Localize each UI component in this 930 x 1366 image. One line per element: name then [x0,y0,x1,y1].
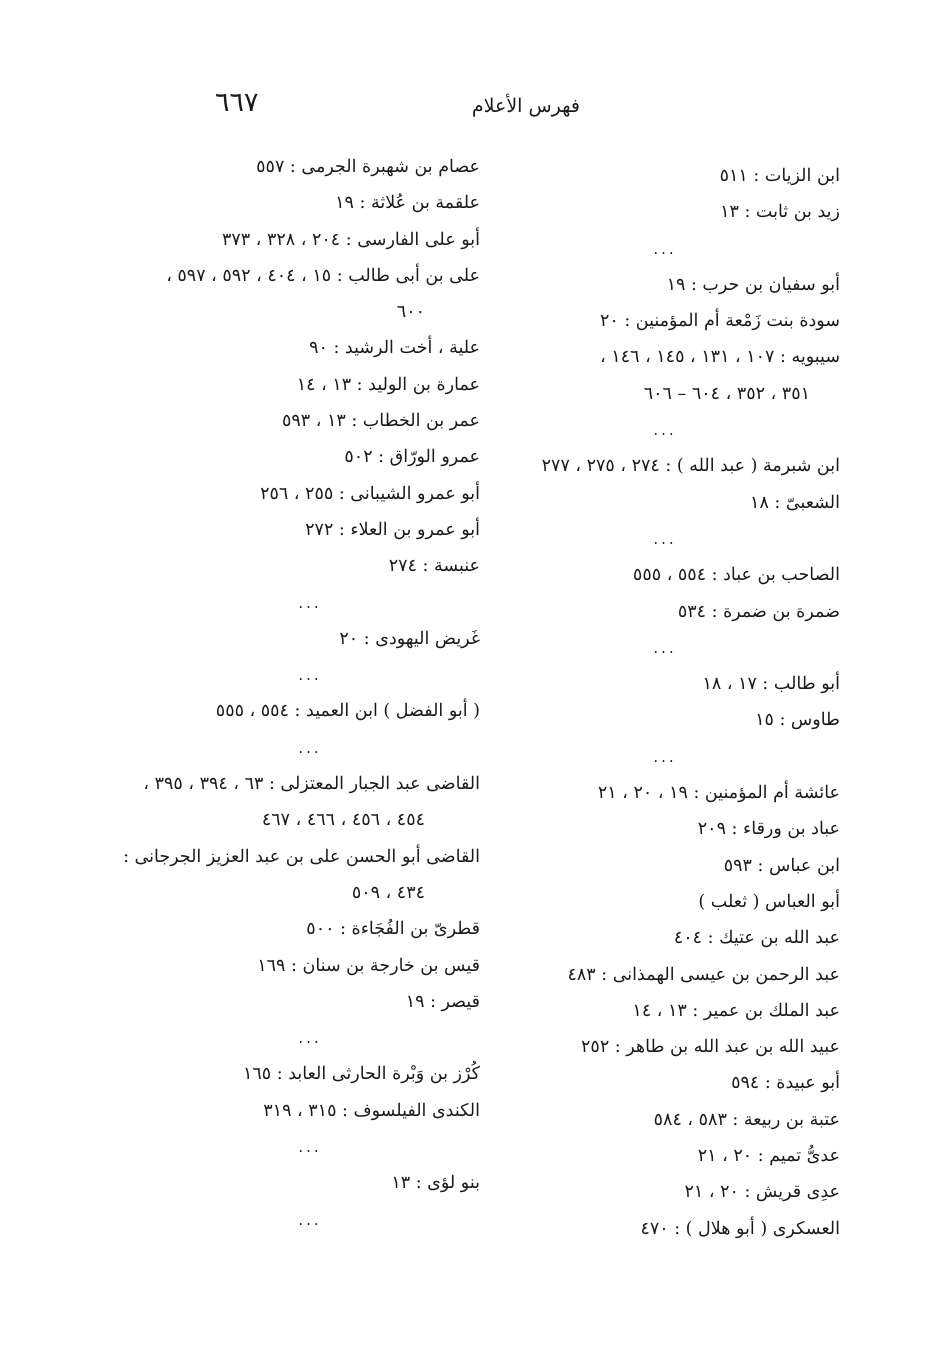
index-entry: أبو سفيان بن حرب : ١٩ [666,274,840,295]
index-entry: أبو العباس ( ثعلب ) [698,891,840,912]
index-entry: ابن عباس : ٥٩٣ [723,855,840,876]
section-separator: ... [298,666,322,685]
index-entry-continuation: ٦٠٠ [396,302,425,323]
index-entry: الشعبىّ : ١٨ [750,492,840,513]
section-separator: ... [653,529,677,548]
index-entry: ( أبو الفضل ) ابن العميد : ٥٥٤ ، ٥٥٥ [215,701,480,722]
index-entry: قطرىّ بن الفُجَاءة : ٥٠٠ [306,919,480,940]
section-separator: ... [653,747,677,766]
index-entry: علقمة بن عُلاثة : ١٩ [335,193,480,214]
left-column [123,149,480,1238]
index-entry: الصاحب بن عباد : ٥٥٤ ، ٥٥٥ [632,565,840,586]
index-entry-continuation: ٤٥٤ ، ٤٥٦ ، ٤٦٦ ، ٤٦٧ [261,810,425,831]
section-separator: ... [298,738,322,757]
section-separator: ... [298,1138,322,1157]
index-entry: سيبويه : ١٠٧ ، ١٣١ ، ١٤٥ ، ١٤٦ ، [600,347,840,368]
right-column [520,158,840,1247]
index-entry: قيس بن خارجة بن سنان : ١٦٩ [257,955,480,976]
index-entry: عصام بن شهبرة الجرمى : ٥٥٧ [256,157,480,177]
index-entry: الكندى الفيلسوف : ٣١٥ ، ٣١٩ [263,1100,480,1121]
index-entry: عدىُّ تميم : ٢٠ ، ٢١ [697,1146,840,1167]
index-entry: عدِى قريش : ٢٠ ، ٢١ [684,1182,840,1203]
index-entry: العسكرى ( أبو هلال ) : ٤٧٠ [640,1218,840,1239]
index-entry: عبد الملك بن عمير : ١٣ ، ١٤ [632,1000,840,1021]
index-entry: عبيد الله بن عبد الله بن طاهر : ٢٥٢ [581,1037,840,1058]
index-entry: أبو عبيدة : ٥٩٤ [731,1073,840,1094]
index-entry: القاضى عبد الجبار المعتزلى : ٦٣ ، ٣٩٤ ، ٣٩٥ ، [143,774,480,795]
index-entry: عباد بن ورقاء : ٢٠٩ [697,819,840,840]
index-entry: سودة بنت زَمْعة أم المؤمنين : ٢٠ [599,311,840,332]
index-entry: عبد الرحمن بن عيسى الهمذانى : ٤٨٣ [567,964,840,985]
index-entry-continuation: ٣٥١ ، ٣٥٢ ، ٦٠٤ – ٦٠٦ [643,383,810,404]
index-entry: ابن شبرمة ( عبد الله ) : ٢٧٤ ، ٢٧٥ ، ٢٧٧ [541,456,840,477]
index-entry: عمر بن الخطاب : ١٣ ، ٥٩٣ [281,411,480,432]
page-number: ٦٦٧ [215,87,259,118]
section-separator: ... [653,638,677,657]
index-entry: طاوس : ١٥ [755,710,840,731]
index-entry: ضمرة بن ضمرة : ٥٣٤ [677,601,840,622]
index-entry: عبد الله بن عتيك : ٤٠٤ [673,928,840,949]
index-entry: القاضى أبو الحسن على بن عبد العزيز الجرجانى : [123,846,480,867]
index-entry: عنبسة : ٢٧٤ [388,556,480,577]
index-entry: على بن أبى طالب : ١٥ ، ٤٠٤ ، ٥٩٢ ، ٥٩٧ ، [166,265,480,286]
index-entry: زيد بن ثابت : ١٣ [720,202,840,223]
index-entry: أبو على الفارسى : ٢٠٤ ، ٣٢٨ ، ٣٧٣ [222,229,480,250]
section-separator: ... [298,1210,322,1229]
index-entry: أبو عمرو بن العلاء : ٢٧٢ [305,519,480,540]
index-entry: أبو عمرو الشيبانى : ٢٥٥ ، ٢٥٦ [260,483,480,504]
index-entry: عتبة بن ربيعة : ٥٨٣ ، ٥٨٤ [653,1109,840,1130]
index-entry: كُرْز بن وَبْرة الحارثى العابد : ١٦٥ [242,1064,480,1085]
section-separator: ... [653,239,677,258]
index-entry: عمرو الورّاق : ٥٠٢ [344,447,480,468]
section-separator: ... [298,593,322,612]
index-entry: عائشة أم المؤمنين : ١٩ ، ٢٠ ، ٢١ [597,783,840,804]
index-entry: علية ، أخت الرشيد : ٩٠ [309,338,480,359]
index-entry-continuation: ٤٣٤ ، ٥٠٩ [351,882,425,903]
section-separator: ... [298,1029,322,1048]
index-entry: ابن الزيات : ٥١١ [719,166,840,186]
index-entry: قيصر : ١٩ [405,991,480,1012]
index-entry: بنو لؤى : ١٣ [391,1173,480,1194]
section-separator: ... [653,421,677,440]
index-entry: غَريض اليهودى : ٢٠ [339,628,480,649]
index-entry: أبو طالب : ١٧ ، ١٨ [702,674,840,695]
index-entry: عمارة بن الوليد : ١٣ ، ١٤ [296,374,480,395]
page-title: فهرس الأعلام [471,95,580,117]
